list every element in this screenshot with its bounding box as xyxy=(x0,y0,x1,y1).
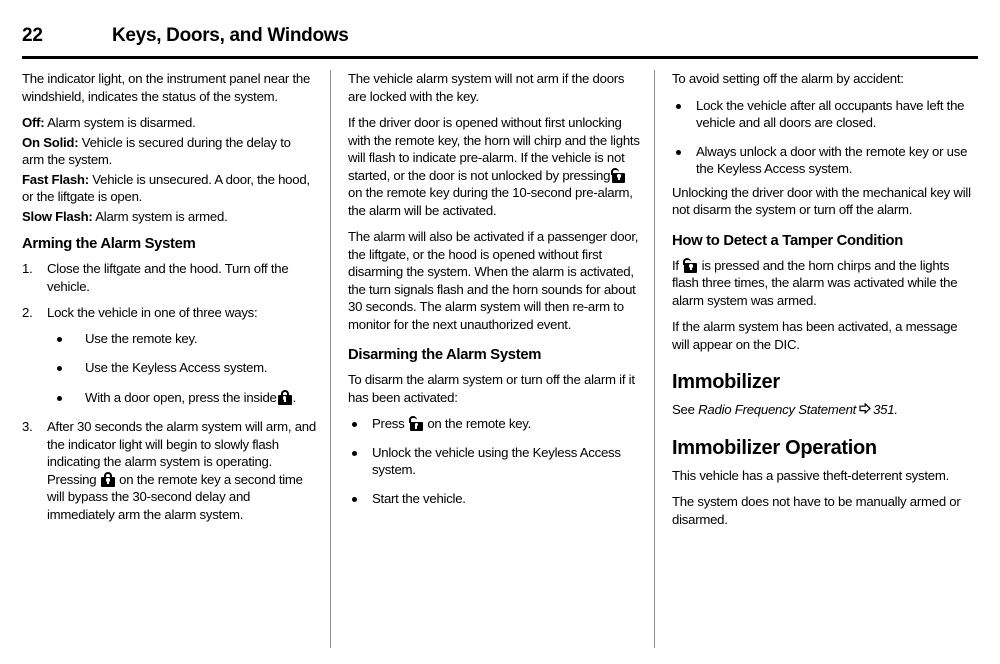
avoid-alarm-intro: To avoid setting off the alarm by accident: xyxy=(672,71,904,86)
bullet-dot-icon xyxy=(676,150,681,155)
immobilizer-cross-reference xyxy=(672,401,978,419)
state-slow-flash xyxy=(22,208,316,226)
list-item xyxy=(348,490,640,508)
pre-alarm-paragraph-post: on the remote key during the 10-second pre-alarm, the alarm will be activated. xyxy=(348,185,633,218)
unlock-icon xyxy=(409,416,423,431)
arming-step-1 xyxy=(22,260,316,295)
state-fast-flash xyxy=(22,171,316,206)
list-item xyxy=(348,444,640,479)
list-item xyxy=(672,143,978,178)
disarm-bullet-1-pre: Press xyxy=(372,416,405,431)
page-header xyxy=(22,24,978,54)
state-off xyxy=(22,114,316,132)
state-on-solid-text: Vehicle is secured during the delay to arm the system. xyxy=(22,134,291,167)
xref-page-number: 351. xyxy=(873,402,898,417)
pre-alarm-paragraph xyxy=(348,114,640,219)
bullet-dot-icon xyxy=(57,337,62,342)
state-on-solid-label: On Solid: xyxy=(22,134,79,150)
list-item xyxy=(672,97,978,132)
disarm-bullet-3: Start the vehicle. xyxy=(372,490,466,506)
alarm-not-arm-paragraph: The vehicle alarm system will not arm if the doors are locked with the key. xyxy=(348,71,625,104)
bullet-dot-icon xyxy=(352,451,357,456)
state-fast-flash-text: Vehicle is unsecured. A door, the hood, or the liftgate is open. xyxy=(22,171,310,204)
disarm-bullet-1-post: on the remote key. xyxy=(427,416,532,431)
arming-step-3 xyxy=(22,418,316,523)
lock-icon xyxy=(278,390,292,405)
bullet-dot-icon xyxy=(352,497,357,502)
state-fast-flash-label: Fast Flash: xyxy=(22,171,89,187)
column-2 xyxy=(330,70,654,650)
state-on-solid xyxy=(22,134,316,169)
alarm-activation-paragraph: The alarm will also be activated if a passenger door, the liftgate, or the hood is opened without first disarming the system. When the alarm is activated, the turn signals flash and the horn sounds for about 30 seconds. The alarm system will then re-arm to monitor for the next unauthorized event. xyxy=(348,229,639,332)
immobilizer-paragraph-1: This vehicle has a passive theft-deterrent system. xyxy=(672,467,950,483)
state-slow-flash-label: Slow Flash: xyxy=(22,208,93,224)
heading-disarming-the-alarm-system: Disarming the Alarm System xyxy=(348,347,542,363)
immobilizer-paragraph-2: The system does not have to be manually armed or disarmed. xyxy=(672,494,961,527)
bullet-dot-icon xyxy=(352,422,357,427)
arming-step-3-pre: After 30 seconds the alarm system will arm, and the indicator light will begin to slowly flash indicating the alarm system is operating. Pressing xyxy=(47,419,316,487)
avoid-alarm-bullets-list xyxy=(672,97,978,178)
page-title: Keys, Doors, and Windows xyxy=(112,25,349,46)
tamper-paragraph-post: is pressed and the horn chirps and the lights flash three times, the alarm was activated while the alarm system was armed. xyxy=(672,257,958,308)
list-item xyxy=(348,415,640,433)
arming-step-3-number: 3. xyxy=(22,419,33,434)
arming-step-2-text: Lock the vehicle in one of three ways: xyxy=(47,305,258,320)
heading-arming-the-alarm-system: Arming the Alarm System xyxy=(22,236,196,252)
heading-how-to-detect-a-tamper-condition: How to Detect a Tamper Condition xyxy=(672,232,903,249)
unlock-icon xyxy=(683,258,697,273)
state-off-label: Off: xyxy=(22,115,45,130)
xref-see-label: See xyxy=(672,402,695,417)
heading-immobilizer-operation: Immobilizer Operation xyxy=(672,436,877,459)
bullet-dot-icon xyxy=(676,104,681,109)
lock-icon xyxy=(101,472,115,487)
page-number: 22 xyxy=(22,25,43,46)
arming-steps-list xyxy=(22,260,316,523)
list-item xyxy=(47,359,316,377)
unlock-icon xyxy=(611,168,625,183)
arming-step-2-number: 2. xyxy=(22,305,33,320)
tamper-dic-paragraph: If the alarm system has been activated, a message will appear on the DIC. xyxy=(672,319,958,352)
arming-step-2-bullet-1: Use the remote key. xyxy=(85,330,198,346)
cross-reference-arrow-icon xyxy=(859,403,871,414)
header-rule xyxy=(22,56,978,59)
arming-step-2 xyxy=(22,304,316,406)
state-slow-flash-text: Alarm system is armed. xyxy=(92,208,228,224)
indicator-light-intro: The indicator light, on the instrument panel near the windshield, indicates the status of the system. xyxy=(22,71,311,104)
tamper-paragraph xyxy=(672,257,978,310)
disarm-bullet-2: Unlock the vehicle using the Keyless Access system. xyxy=(372,444,621,477)
column-1 xyxy=(22,70,330,650)
content-columns xyxy=(22,70,978,650)
mechanical-key-paragraph: Unlocking the driver door with the mechanical key will not disarm the system or turn off the alarm. xyxy=(672,184,971,217)
disarm-bullets-list xyxy=(348,415,640,507)
bullet-dot-icon xyxy=(57,366,62,371)
arming-step-2-bullet-3-post: . xyxy=(292,389,297,405)
arming-step-1-number: 1. xyxy=(22,261,33,276)
avoid-bullet-1: Lock the vehicle after all occupants have left the vehicle and all doors are closed. xyxy=(696,97,965,130)
pre-alarm-paragraph-pre: If the driver door is opened without first unlocking with the remote key, the horn will chirp and the lights will flash to indicate pre-alarm. If the vehicle is not started, or the door is not unlocked by pressing xyxy=(348,115,640,183)
arming-step-2-bullets xyxy=(47,330,316,407)
heading-immobilizer: Immobilizer xyxy=(672,371,780,393)
arming-step-3-post: on the remote key a second time will bypass the 30-second delay and immediately arm the alarm system. xyxy=(47,471,303,522)
disarm-intro: To disarm the alarm system or turn off the alarm if it has been activated: xyxy=(348,372,635,405)
tamper-paragraph-pre: If xyxy=(672,257,679,273)
arming-step-2-bullet-2: Use the Keyless Access system. xyxy=(85,360,268,375)
xref-title: Radio Frequency Statement xyxy=(698,402,857,417)
arming-step-2-bullet-3-pre: With a door open, press the inside xyxy=(85,389,277,405)
column-3 xyxy=(654,70,978,650)
avoid-bullet-2: Always unlock a door with the remote key or use the Keyless Access system. xyxy=(696,143,968,176)
state-off-text: Alarm system is disarmed. xyxy=(44,115,196,130)
list-item xyxy=(47,389,316,407)
list-item xyxy=(47,330,316,348)
arming-step-1-text: Close the liftgate and the hood. Turn off the vehicle. xyxy=(47,261,289,294)
bullet-dot-icon xyxy=(57,396,62,401)
